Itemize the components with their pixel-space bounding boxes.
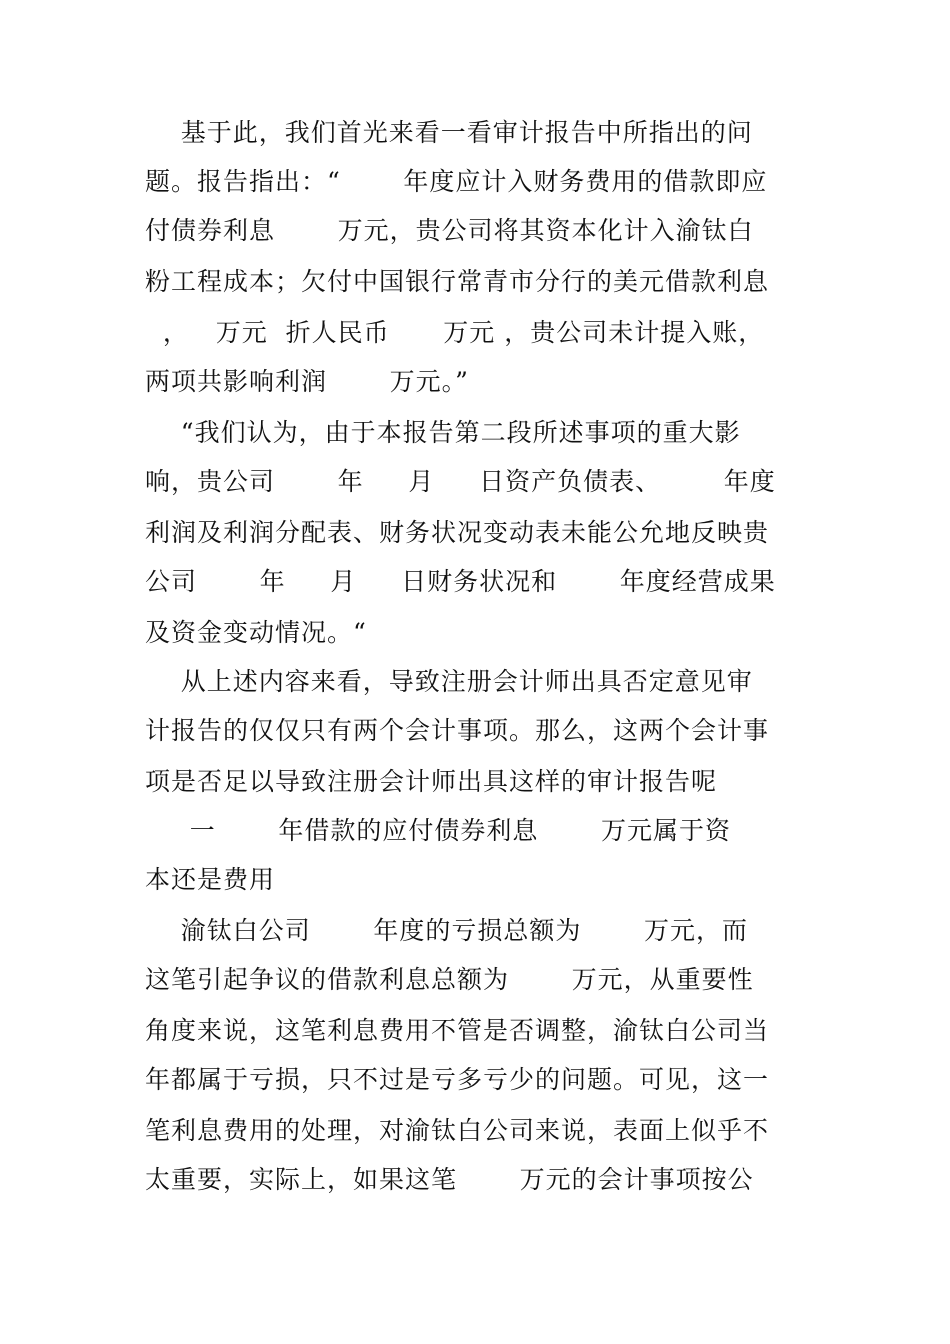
text-line-20: 年都属于亏损，只不过是亏多亏少的问题。可见，这一 [145,1065,770,1094]
text-line-12: 从上述内容来看，导致注册会计师出具否定意见审 [145,667,753,696]
text-line-14: 项是否足以导致注册会计师出具这样的审计报告呢 [145,767,718,796]
text-line-16: 本还是费用 [145,865,276,894]
text-line-13: 计报告的仅仅只有两个会计事项。那么，这两个会计事 [145,716,770,745]
text-line-17: 渝钛白公司 年度的亏损总额为 万元，而 [145,916,749,945]
text-line-11: 及资金变动情况。“ [145,618,367,647]
text-line-19: 角度来说，这笔利息费用不管是否调整，渝钛白公司当 [145,1016,770,1045]
text-line-4: 粉工程成本；欠付中国银行常青市分行的美元借款利息 [145,267,770,296]
text-line-9: 利润及利润分配表、财务状况变动表未能公允地反映贵 [145,518,770,547]
text-line-21: 笔利息费用的处理，对渝钛白公司来说，表面上似乎不 [145,1116,770,1145]
text-line-18: 这笔引起争议的借款利息总额为 万元，从重要性 [145,965,754,994]
text-line-1: 基于此，我们首光来看一看审计报告中所指出的问 [145,118,753,147]
text-line-3: 付债券利息 万元，贵公司将其资本化计入渝钛白 [145,216,754,245]
text-line-8: 响，贵公司 年 月 日资产负债表、 年度 [145,467,776,496]
text-line-6: 两项共影响利润 万元。” [145,367,469,396]
text-line-22: 太重要，实际上，如果这笔 万元的会计事项按公 [145,1165,754,1194]
text-line-15: 一 年借款的应付债券利息 万元属于资 [145,816,731,845]
text-line-7: “我们认为，由于本报告第二段所述事项的重大影 [145,418,741,447]
text-line-5: ， 万元 折人民币 万元 ，贵公司未计提入账， [145,318,765,347]
text-line-2: 题。报告指出：“ 年度应计入财务费用的借款即应 [145,167,768,196]
text-line-10: 公司 年 月 日财务状况和 年度经营成果 [145,567,776,596]
